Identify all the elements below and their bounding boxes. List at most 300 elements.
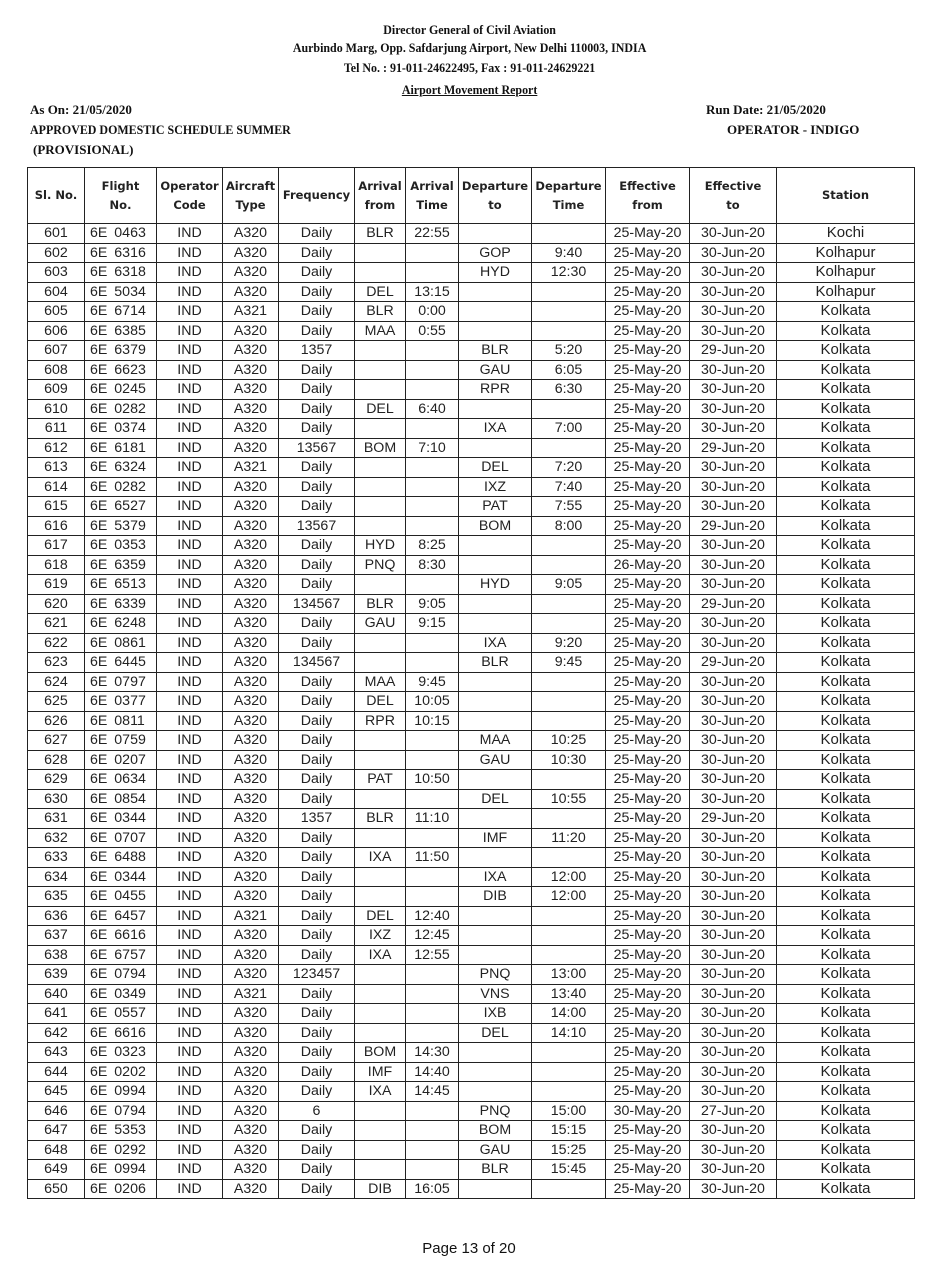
- cell-effective-to: 30-Jun-20: [690, 789, 777, 809]
- cell-effective-to: 30-Jun-20: [690, 399, 777, 419]
- cell-frequency: Daily: [279, 1023, 355, 1043]
- column-header-line2: Time: [416, 197, 448, 212]
- cell-aircraft-type: A320: [223, 1160, 279, 1180]
- cell-arrival-from: [355, 516, 406, 536]
- cell-aircraft-type: A321: [223, 302, 279, 322]
- cell-effective-from: 25-May-20: [606, 926, 690, 946]
- cell-operator-code: IND: [157, 945, 223, 965]
- cell-effective-to: 30-Jun-20: [690, 750, 777, 770]
- cell-departure-time: [532, 536, 606, 556]
- cell-station: Kolkata: [777, 731, 915, 751]
- cell-arrival-from: [355, 360, 406, 380]
- cell-effective-from: 25-May-20: [606, 1043, 690, 1063]
- cell-aircraft-type: A320: [223, 809, 279, 829]
- cell-departure-time: [532, 224, 606, 244]
- cell-arrival-time: [406, 1101, 459, 1121]
- cell-station: Kolhapur: [777, 282, 915, 302]
- cell-sl-no: 648: [28, 1140, 85, 1160]
- cell-departure-to: [459, 770, 532, 790]
- cell-frequency: Daily: [279, 1082, 355, 1102]
- cell-flight-no: 6E 6379: [85, 341, 157, 361]
- cell-effective-from: 25-May-20: [606, 1121, 690, 1141]
- cell-station: Kolkata: [777, 614, 915, 634]
- table-row: [28, 945, 915, 965]
- cell-departure-to: [459, 945, 532, 965]
- cell-aircraft-type: A320: [223, 867, 279, 887]
- cell-effective-from: 25-May-20: [606, 984, 690, 1004]
- cell-station: Kolkata: [777, 1101, 915, 1121]
- cell-arrival-time: 9:05: [406, 594, 459, 614]
- cell-departure-time: 13:00: [532, 965, 606, 985]
- cell-operator-code: IND: [157, 477, 223, 497]
- table-header-row: [28, 168, 915, 224]
- cell-departure-time: [532, 711, 606, 731]
- cell-station: Kolkata: [777, 653, 915, 673]
- cell-departure-to: [459, 224, 532, 244]
- cell-flight-no: 6E 0811: [85, 711, 157, 731]
- cell-arrival-time: [406, 458, 459, 478]
- cell-operator-code: IND: [157, 575, 223, 595]
- cell-arrival-from: BOM: [355, 438, 406, 458]
- column-header-line1: Frequency: [282, 188, 351, 202]
- cell-effective-from: 25-May-20: [606, 263, 690, 283]
- cell-arrival-from: [355, 458, 406, 478]
- cell-departure-time: [532, 438, 606, 458]
- cell-frequency: Daily: [279, 399, 355, 419]
- cell-operator-code: IND: [157, 497, 223, 517]
- cell-arrival-from: [355, 477, 406, 497]
- cell-departure-time: [532, 672, 606, 692]
- cell-operator-code: IND: [157, 750, 223, 770]
- cell-arrival-time: 7:10: [406, 438, 459, 458]
- cell-sl-no: 602: [28, 243, 85, 263]
- cell-station: Kolkata: [777, 926, 915, 946]
- cell-flight-no: 6E 0455: [85, 887, 157, 907]
- cell-departure-to: VNS: [459, 984, 532, 1004]
- cell-sl-no: 621: [28, 614, 85, 634]
- cell-frequency: Daily: [279, 984, 355, 1004]
- cell-arrival-time: [406, 575, 459, 595]
- cell-effective-to: 30-Jun-20: [690, 477, 777, 497]
- cell-station: Kolkata: [777, 770, 915, 790]
- cell-sl-no: 625: [28, 692, 85, 712]
- table-row: [28, 1082, 915, 1102]
- cell-aircraft-type: A320: [223, 1043, 279, 1063]
- cell-frequency: Daily: [279, 263, 355, 283]
- cell-flight-no: 6E 0707: [85, 828, 157, 848]
- cell-effective-from: 25-May-20: [606, 497, 690, 517]
- table-row: [28, 555, 915, 575]
- cell-arrival-from: DEL: [355, 692, 406, 712]
- column-header-effective-from: [606, 168, 690, 224]
- table-row: [28, 887, 915, 907]
- cell-flight-no: 6E 0374: [85, 419, 157, 439]
- cell-arrival-from: [355, 1101, 406, 1121]
- cell-departure-time: 10:25: [532, 731, 606, 751]
- cell-arrival-time: [406, 1160, 459, 1180]
- cell-frequency: 13567: [279, 516, 355, 536]
- cell-effective-to: 30-Jun-20: [690, 633, 777, 653]
- cell-departure-time: 12:00: [532, 867, 606, 887]
- cell-effective-to: 30-Jun-20: [690, 321, 777, 341]
- cell-effective-to: 30-Jun-20: [690, 1004, 777, 1024]
- cell-effective-to: 30-Jun-20: [690, 1082, 777, 1102]
- cell-arrival-time: 13:15: [406, 282, 459, 302]
- cell-effective-from: 25-May-20: [606, 887, 690, 907]
- cell-frequency: Daily: [279, 1004, 355, 1024]
- cell-station: Kolhapur: [777, 243, 915, 263]
- table-row: [28, 653, 915, 673]
- cell-flight-no: 6E 0207: [85, 750, 157, 770]
- cell-sl-no: 614: [28, 477, 85, 497]
- cell-effective-to: 30-Jun-20: [690, 224, 777, 244]
- cell-flight-no: 6E 6527: [85, 497, 157, 517]
- cell-flight-no: 6E 6181: [85, 438, 157, 458]
- cell-effective-from: 25-May-20: [606, 458, 690, 478]
- cell-departure-time: 13:40: [532, 984, 606, 1004]
- cell-departure-time: 15:15: [532, 1121, 606, 1141]
- cell-arrival-time: [406, 731, 459, 751]
- cell-effective-to: 30-Jun-20: [690, 1023, 777, 1043]
- cell-departure-to: IXB: [459, 1004, 532, 1024]
- table-row: [28, 633, 915, 653]
- cell-flight-no: 6E 0794: [85, 1101, 157, 1121]
- cell-sl-no: 609: [28, 380, 85, 400]
- cell-departure-time: [532, 848, 606, 868]
- column-header-line2: to: [726, 197, 740, 212]
- cell-arrival-time: [406, 419, 459, 439]
- cell-arrival-from: [355, 341, 406, 361]
- cell-operator-code: IND: [157, 848, 223, 868]
- cell-departure-to: HYD: [459, 575, 532, 595]
- cell-aircraft-type: A320: [223, 633, 279, 653]
- cell-arrival-time: [406, 243, 459, 263]
- cell-arrival-from: RPR: [355, 711, 406, 731]
- cell-aircraft-type: A320: [223, 789, 279, 809]
- cell-effective-from: 25-May-20: [606, 380, 690, 400]
- cell-aircraft-type: A320: [223, 419, 279, 439]
- cell-flight-no: 6E 0854: [85, 789, 157, 809]
- cell-frequency: Daily: [279, 731, 355, 751]
- table-row: [28, 536, 915, 556]
- cell-aircraft-type: A320: [223, 380, 279, 400]
- cell-sl-no: 607: [28, 341, 85, 361]
- cell-flight-no: 6E 5353: [85, 1121, 157, 1141]
- cell-arrival-time: 12:45: [406, 926, 459, 946]
- cell-operator-code: IND: [157, 516, 223, 536]
- table-row: [28, 848, 915, 868]
- cell-flight-no: 6E 5379: [85, 516, 157, 536]
- table-row: [28, 224, 915, 244]
- cell-sl-no: 641: [28, 1004, 85, 1024]
- cell-effective-from: 25-May-20: [606, 1023, 690, 1043]
- cell-arrival-from: [355, 1140, 406, 1160]
- cell-flight-no: 6E 6359: [85, 555, 157, 575]
- cell-departure-time: 5:20: [532, 341, 606, 361]
- cell-aircraft-type: A320: [223, 477, 279, 497]
- cell-effective-from: 25-May-20: [606, 750, 690, 770]
- cell-station: Kolkata: [777, 1023, 915, 1043]
- cell-aircraft-type: A320: [223, 1121, 279, 1141]
- cell-effective-to: 29-Jun-20: [690, 594, 777, 614]
- cell-flight-no: 6E 0282: [85, 399, 157, 419]
- cell-aircraft-type: A321: [223, 984, 279, 1004]
- cell-aircraft-type: A320: [223, 653, 279, 673]
- cell-flight-no: 6E 0206: [85, 1179, 157, 1199]
- cell-arrival-time: 8:25: [406, 536, 459, 556]
- cell-station: Kolkata: [777, 516, 915, 536]
- cell-flight-no: 6E 0377: [85, 692, 157, 712]
- cell-arrival-time: [406, 380, 459, 400]
- cell-aircraft-type: A320: [223, 321, 279, 341]
- provisional-label: (PROVISIONAL): [33, 142, 134, 157]
- cell-departure-to: HYD: [459, 263, 532, 283]
- cell-arrival-time: 22:55: [406, 224, 459, 244]
- cell-operator-code: IND: [157, 594, 223, 614]
- cell-effective-from: 25-May-20: [606, 536, 690, 556]
- cell-arrival-time: 9:45: [406, 672, 459, 692]
- cell-aircraft-type: A320: [223, 555, 279, 575]
- cell-flight-no: 6E 0797: [85, 672, 157, 692]
- cell-operator-code: IND: [157, 711, 223, 731]
- as-on-date: As On: 21/05/2020: [30, 102, 132, 117]
- cell-aircraft-type: A320: [223, 594, 279, 614]
- table-row: [28, 1140, 915, 1160]
- cell-effective-to: 30-Jun-20: [690, 711, 777, 731]
- column-header-line2: from: [632, 197, 663, 212]
- cell-operator-code: IND: [157, 653, 223, 673]
- cell-arrival-time: 11:10: [406, 809, 459, 829]
- cell-frequency: Daily: [279, 497, 355, 517]
- cell-operator-code: IND: [157, 419, 223, 439]
- cell-sl-no: 642: [28, 1023, 85, 1043]
- table-row: [28, 965, 915, 985]
- cell-aircraft-type: A320: [223, 614, 279, 634]
- cell-sl-no: 623: [28, 653, 85, 673]
- cell-arrival-time: [406, 516, 459, 536]
- table-row: [28, 497, 915, 517]
- cell-effective-to: 30-Jun-20: [690, 672, 777, 692]
- cell-frequency: Daily: [279, 477, 355, 497]
- cell-departure-to: [459, 926, 532, 946]
- cell-operator-code: IND: [157, 984, 223, 1004]
- cell-effective-from: 25-May-20: [606, 243, 690, 263]
- cell-arrival-from: BLR: [355, 302, 406, 322]
- cell-station: Kolkata: [777, 633, 915, 653]
- cell-departure-time: [532, 399, 606, 419]
- cell-sl-no: 633: [28, 848, 85, 868]
- cell-flight-no: 6E 6714: [85, 302, 157, 322]
- cell-arrival-from: [355, 653, 406, 673]
- cell-operator-code: IND: [157, 614, 223, 634]
- cell-aircraft-type: A320: [223, 224, 279, 244]
- cell-station: Kolkata: [777, 711, 915, 731]
- cell-effective-from: 25-May-20: [606, 848, 690, 868]
- cell-station: Kolkata: [777, 1179, 915, 1199]
- cell-operator-code: IND: [157, 1082, 223, 1102]
- cell-effective-to: 29-Jun-20: [690, 341, 777, 361]
- cell-frequency: Daily: [279, 555, 355, 575]
- cell-frequency: 134567: [279, 594, 355, 614]
- cell-departure-to: [459, 848, 532, 868]
- cell-effective-to: 30-Jun-20: [690, 1121, 777, 1141]
- cell-arrival-time: [406, 1121, 459, 1141]
- cell-aircraft-type: A320: [223, 497, 279, 517]
- cell-arrival-from: [355, 1004, 406, 1024]
- cell-aircraft-type: A320: [223, 945, 279, 965]
- cell-departure-time: [532, 945, 606, 965]
- cell-frequency: Daily: [279, 750, 355, 770]
- cell-effective-from: 25-May-20: [606, 282, 690, 302]
- cell-departure-to: [459, 1179, 532, 1199]
- cell-effective-to: 30-Jun-20: [690, 302, 777, 322]
- cell-operator-code: IND: [157, 1160, 223, 1180]
- cell-frequency: Daily: [279, 243, 355, 263]
- cell-aircraft-type: A320: [223, 848, 279, 868]
- cell-departure-time: 7:00: [532, 419, 606, 439]
- cell-departure-to: [459, 809, 532, 829]
- cell-flight-no: 6E 6616: [85, 1023, 157, 1043]
- cell-arrival-time: [406, 1140, 459, 1160]
- cell-arrival-from: [355, 263, 406, 283]
- cell-aircraft-type: A320: [223, 516, 279, 536]
- cell-station: Kolkata: [777, 399, 915, 419]
- cell-effective-from: 25-May-20: [606, 1140, 690, 1160]
- cell-departure-time: [532, 1043, 606, 1063]
- cell-sl-no: 616: [28, 516, 85, 536]
- cell-operator-code: IND: [157, 399, 223, 419]
- cell-effective-from: 25-May-20: [606, 731, 690, 751]
- cell-station: Kolkata: [777, 848, 915, 868]
- cell-operator-code: IND: [157, 243, 223, 263]
- cell-departure-time: 7:40: [532, 477, 606, 497]
- cell-effective-to: 30-Jun-20: [690, 575, 777, 595]
- cell-effective-to: 27-Jun-20: [690, 1101, 777, 1121]
- cell-effective-from: 25-May-20: [606, 828, 690, 848]
- cell-effective-to: 30-Jun-20: [690, 419, 777, 439]
- cell-station: Kolkata: [777, 906, 915, 926]
- cell-flight-no: 6E 0353: [85, 536, 157, 556]
- cell-effective-to: 30-Jun-20: [690, 458, 777, 478]
- cell-arrival-from: PNQ: [355, 555, 406, 575]
- cell-arrival-from: IMF: [355, 1062, 406, 1082]
- cell-arrival-from: MAA: [355, 672, 406, 692]
- cell-effective-from: 25-May-20: [606, 341, 690, 361]
- cell-arrival-time: 16:05: [406, 1179, 459, 1199]
- cell-arrival-from: [355, 1023, 406, 1043]
- cell-arrival-from: [355, 243, 406, 263]
- column-header-line1: Arrival: [358, 178, 402, 193]
- cell-station: Kolkata: [777, 965, 915, 985]
- cell-arrival-from: [355, 731, 406, 751]
- table-row: [28, 516, 915, 536]
- cell-departure-to: [459, 438, 532, 458]
- cell-effective-to: 30-Jun-20: [690, 1062, 777, 1082]
- cell-effective-to: 30-Jun-20: [690, 1179, 777, 1199]
- cell-arrival-time: 10:05: [406, 692, 459, 712]
- cell-operator-code: IND: [157, 965, 223, 985]
- cell-frequency: Daily: [279, 1062, 355, 1082]
- cell-flight-no: 6E 6385: [85, 321, 157, 341]
- cell-station: Kolkata: [777, 750, 915, 770]
- cell-operator-code: IND: [157, 1062, 223, 1082]
- column-header-aircraft-type: [223, 168, 279, 224]
- table-row: [28, 243, 915, 263]
- cell-sl-no: 650: [28, 1179, 85, 1199]
- cell-station: Kolkata: [777, 945, 915, 965]
- cell-arrival-from: DEL: [355, 282, 406, 302]
- cell-departure-time: 14:10: [532, 1023, 606, 1043]
- cell-flight-no: 6E 0323: [85, 1043, 157, 1063]
- cell-arrival-time: [406, 750, 459, 770]
- cell-station: Kolkata: [777, 867, 915, 887]
- cell-arrival-from: DEL: [355, 906, 406, 926]
- cell-frequency: 6: [279, 1101, 355, 1121]
- cell-sl-no: 628: [28, 750, 85, 770]
- cell-sl-no: 613: [28, 458, 85, 478]
- cell-sl-no: 603: [28, 263, 85, 283]
- cell-frequency: Daily: [279, 360, 355, 380]
- cell-effective-from: 30-May-20: [606, 1101, 690, 1121]
- run-date: Run Date: 21/05/2020: [706, 102, 826, 117]
- cell-departure-time: [532, 1179, 606, 1199]
- cell-station: Kolkata: [777, 887, 915, 907]
- cell-departure-to: [459, 1082, 532, 1102]
- cell-departure-time: 14:00: [532, 1004, 606, 1024]
- cell-arrival-from: MAA: [355, 321, 406, 341]
- cell-station: Kolkata: [777, 1160, 915, 1180]
- cell-arrival-from: BLR: [355, 594, 406, 614]
- cell-departure-time: [532, 282, 606, 302]
- cell-sl-no: 629: [28, 770, 85, 790]
- cell-departure-to: BOM: [459, 1121, 532, 1141]
- column-header-frequency: [279, 168, 355, 224]
- cell-aircraft-type: A320: [223, 828, 279, 848]
- cell-departure-to: [459, 399, 532, 419]
- column-header-departure-to: [459, 168, 532, 224]
- cell-aircraft-type: A320: [223, 360, 279, 380]
- cell-effective-to: 29-Jun-20: [690, 809, 777, 829]
- cell-operator-code: IND: [157, 438, 223, 458]
- cell-departure-time: 6:30: [532, 380, 606, 400]
- table-row: [28, 477, 915, 497]
- cell-effective-to: 30-Jun-20: [690, 887, 777, 907]
- cell-operator-code: IND: [157, 302, 223, 322]
- cell-arrival-time: 12:55: [406, 945, 459, 965]
- cell-aircraft-type: A320: [223, 575, 279, 595]
- cell-effective-to: 30-Jun-20: [690, 770, 777, 790]
- table-row: [28, 458, 915, 478]
- cell-arrival-from: [355, 750, 406, 770]
- cell-flight-no: 6E 0634: [85, 770, 157, 790]
- cell-departure-to: IXA: [459, 633, 532, 653]
- cell-flight-no: 6E 0994: [85, 1082, 157, 1102]
- cell-sl-no: 601: [28, 224, 85, 244]
- cell-frequency: Daily: [279, 1140, 355, 1160]
- column-header-flight-no: [85, 168, 157, 224]
- cell-departure-to: [459, 692, 532, 712]
- cell-departure-to: BLR: [459, 1160, 532, 1180]
- cell-aircraft-type: A320: [223, 672, 279, 692]
- cell-arrival-from: [355, 1160, 406, 1180]
- cell-flight-no: 6E 0282: [85, 477, 157, 497]
- cell-flight-no: 6E 0292: [85, 1140, 157, 1160]
- cell-flight-no: 6E 6616: [85, 926, 157, 946]
- table-row: [28, 867, 915, 887]
- cell-departure-time: [532, 692, 606, 712]
- cell-effective-from: 25-May-20: [606, 711, 690, 731]
- cell-operator-code: IND: [157, 536, 223, 556]
